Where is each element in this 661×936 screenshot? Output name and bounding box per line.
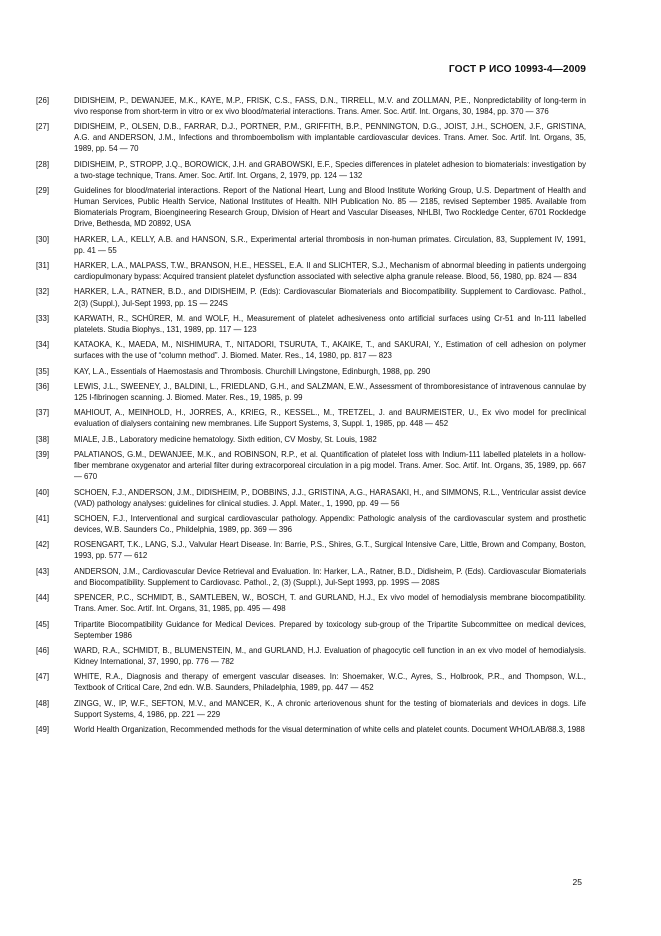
entry-number: [29] (36, 186, 50, 196)
entry-number: [30] (36, 234, 50, 244)
bibliography-entry (36, 95, 586, 117)
entry-text: PALATIANOS, G.M., DEWANJEE, M.K., and ROBINSON, R.P., et al. Quantification of platelet loss with Indium-111 labelled platelets in a hollow-fiber membrane oxygenator and arterial filter during extracorporeal circulation in a pig model. Trans. Amer. Soc. Artif. Int. Organs, 35, 1989, pp. 667 — 670 (74, 450, 586, 482)
entry-number: [38] (36, 434, 50, 444)
entry-text: World Health Organization, Recommended methods for the visual determination of white cells and platelet counts. Document WHO/LAB/88.3, 1988 (74, 725, 585, 735)
entry-number: [44] (36, 593, 50, 603)
bibliography-entry (36, 487, 586, 509)
entry-text: Tripartite Biocompatibility Guidance for Medical Devices. Prepared by toxicology sub-group of the Tripartite Subcommittee on medical devices, September 1986 (74, 619, 586, 640)
bibliography-entry (36, 381, 586, 403)
bibliography-entry (36, 121, 586, 154)
entry-text: KARWATH, R., SCHÜRER, M. and WOLF, H., Measurement of platelet adhesiveness onto artificial surfaces using Cr-51 and In-111 labelled platelets. Studia Biophys., 131, 1989, pp. 117 — 123 (74, 313, 586, 334)
entry-number: [37] (36, 408, 50, 418)
bibliography-entry (36, 159, 586, 181)
bibliography-entry (36, 313, 586, 335)
entry-number: [32] (36, 287, 50, 297)
bibliography-entry (36, 566, 586, 588)
entry-number: [36] (36, 382, 50, 391)
bibliography-entry (36, 513, 586, 535)
entry-number: [41] (36, 513, 50, 523)
bibliography-entry (36, 407, 586, 429)
entry-text: KAY, L.A., Essentials of Haemostasis and Thrombosis. Churchill Livingstone, Edinburgh, 1988, pp. 290 (74, 366, 431, 376)
bibliography-entry (36, 234, 586, 256)
entry-number: [42] (36, 540, 50, 550)
entry-number: [31] (36, 261, 50, 271)
bibliography-entry (36, 539, 586, 561)
entry-number: [33] (36, 313, 50, 323)
document-header: ГОСТ Р ИСО 10993-4—2009 (448, 64, 586, 75)
entry-text: DIDISHEIM, P., DEWANJEE, M.K., KAYE, M.P., FRISK, C.S., FASS, D.N., TIRRELL, M.V. and ZOLLMAN, P.E., Nonpredictability of long-term in vivo response from short-term in vitro or ex vivo blood/material interactions. Trans. Amer. Soc. Artif. Int. Organs, 30, 1984, pp. 370 — 376 (74, 96, 586, 117)
entry-text: Guidelines for blood/material interactions. Report of the National Heart, Lung and Blood Institute Working Group, U.S. Department of Health and Human Services, Public Health Service, National Institutes of Health. NIH Publication No. 85 — 2185, revised September 1985. Available from Biomaterials Program, Bioengineering Research Group, Division of Heart and Vascular Diseases, NHLBI, Two Rockledge Center, 6701 Rockledge Drive, Bethesda, MD 20892, USA (74, 186, 586, 229)
entry-text: SPENCER, P.C., SCHMIDT, B., SAMTLEBEN, W., BOSCH, T. and GURLAND, H.J., Ex vivo model of hemodialysis membrane biocompatibility. Trans. Amer. Soc. Artif. Int. Organs, 31, 1985, pp. 495 — 498 (74, 593, 586, 614)
entry-text: MAHIOUT, A., MEINHOLD, H., JORRES, A., KRIEG, R., KESSEL., M., TRETZEL, J. and BAURMEISTER, U., Ex vivo model for preclinical evaluation of dialysers containing new membranes. Life Support Systems, 3, Suppl. 1, 1985, pp. 448 — 452 (74, 408, 586, 429)
entry-text: WHITE, R.A., Diagnosis and therapy of emergent vascular diseases. In: Shoemaker, W.C., Ayres, S., Holbrook, P.R., and Thompson, W.L., Textbook of Critical Care, 2nd edn. W.B. Saunders, Philadelphia, 1989, pp. 447 — 452 (74, 672, 586, 693)
entry-text: MIALE, J.B., Laboratory medicine hematology. Sixth edition, CV Mosby, St. Louis, 1982 (74, 434, 377, 444)
entry-number: [35] (36, 366, 50, 376)
bibliography-entry (36, 698, 586, 720)
bibliography-entry (36, 339, 586, 361)
entry-number: [47] (36, 672, 50, 682)
entry-number: [27] (36, 122, 50, 132)
entry-number: [26] (36, 96, 50, 105)
bibliography-entry (36, 724, 586, 735)
entry-text: HARKER, L.A., RATNER, B.D., and DIDISHEIM, P. (Eds): Cardiovascular Biomaterials and Biocompatibility. Supplement to Cardiovasc. Pathol., 2(3) (Suppl.), Jul-Sept 1993, pp. 1S — 224S (74, 287, 586, 308)
entry-text: SCHOEN, F.J., ANDERSON, J.M., DIDISHEIM, P., DOBBINS, J.J., GRISTINA, A.G., HARASAKI, H., and SIMMONS, R.L., Ventricular assist device (VAD) pathology analyses: guidelines for clinical studies. J. Appl. Mater., 1, 1990, pp. 49 — 56 (74, 487, 586, 508)
entry-text: DIDISHEIM, P., OLSEN, D.B., FARRAR, D.J., PORTNER, P.M., GRIFFITH, B.P., PENNINGTON, D.G., JOIST, J.H., SCHOEN, J.F., GRISTINA, A.G. and ANDERSON, J.M., Infections and thromboembolism with implantable cardiovascular devices. Trans. Amer. Soc. Artif. Int. Organs, 35, 1989, pp. 54 — 70 (74, 122, 586, 154)
entry-text: ANDERSON, J.M., Cardiovascular Device Retrieval and Evaluation. In: Harker, L.A., Ratner, B.D., Didisheim, P. (Eds). Cardiovascular Biomaterials and Biocompatibility. Supplement to Cardiovasc. Pathol., 2, (3) (Suppl.), Jul-Sept 1993, pp. 199S — 208S (74, 566, 586, 587)
entry-number: [49] (36, 725, 50, 735)
bibliography-entry (36, 619, 586, 641)
page-number: 25 (572, 877, 582, 887)
entry-number: [28] (36, 159, 50, 169)
entry-number: [43] (36, 566, 50, 576)
bibliography-entry (36, 449, 586, 482)
bibliography-entry (36, 645, 586, 667)
entry-text: HARKER, L.A., KELLY, A.B. and HANSON, S.R., Experimental arterial thrombosis in non-human primates. Circulation, 83, Supplement IV, 1991, pp. 41 — 55 (74, 234, 586, 255)
entry-text: HARKER, L.A., MALPASS, T.W., BRANSON, H.E., HESSEL, E.A. II and SLICHTER, S.J., Mechanism of abnormal bleeding in patients undergoing cardiopulmonary bypass: Acquired transient platelet dysfunction associated with selective alpha granule release. Blood, 56, 1980, pp. 824 — 834 (74, 261, 586, 282)
bibliography-entry (36, 671, 586, 693)
bibliography-entry (36, 260, 586, 282)
bibliography-entry (36, 286, 586, 308)
entry-text: ROSENGART, T.K., LANG, S.J., Valvular Heart Disease. In: Barrie, P.S., Shires, G.T., Surgical Intensive Care, Little, Brown and Company, Boston, 1993, pp. 577 — 612 (74, 540, 586, 561)
entry-number: [39] (36, 450, 50, 460)
bibliography-entry (36, 592, 586, 614)
entry-text: ZINGG, W., IP, W.F., SEFTON, M.V., and MANCER, K., A chronic arteriovenous shunt for the testing of biomaterials and devices in dogs. Life Support Systems, 4, 1986, pp. 221 — 229 (74, 698, 586, 719)
entry-text: LEWIS, J.L., SWEENEY, J., BALDINI, L., FRIEDLAND, G.H., and SALZMAN, E.W., Assessment of thromboresistance of intravenous cannulae by 125 I-fibrinogen scanning. J. Biomed. Mater. Res., 19, 1985, p. 99 (74, 382, 586, 403)
bibliography-list (36, 95, 586, 739)
entry-number: [46] (36, 645, 50, 655)
entry-number: [45] (36, 619, 50, 629)
entry-text: WARD, R.A., SCHMIDT, B., BLUMENSTEIN, M., and GURLAND, H.J. Evaluation of phagocytic cell function in an ex vivo model of hemodialysis. Kidney International, 37, 1990, pp. 776 — 782 (74, 645, 586, 666)
entry-number: [34] (36, 340, 50, 350)
entry-text: SCHOEN, F.J., Interventional and surgical cardiovascular pathology. Appendix: Pathologic analysis of the cardiovascular system and prosthetic devices, W.B. Saunders Co., Phildelphia, 1989, pp. 369 — 396 (74, 513, 586, 534)
bibliography-entry (36, 434, 586, 445)
entry-text: KATAOKA, K., MAEDA, M., NISHIMURA, T., NITADORI, TSURUTA, T., AKAIKE, T., and SAKURAI, Y., Estimation of cell adhesion on polymer surfaces with the use of “column method”. J. Biomed. Mater. Res., 14, 1980, pp. 817 — 823 (74, 340, 586, 361)
entry-text: DIDISHEIM, P., STROPP, J.Q., BOROWICK, J.H. and GRABOWSKI, E.F., Species differences in platelet adhesion to biomaterials: investigation by a two-stage technique, Trans. Amer. Soc. Artif. Int. Organs, 2, 1979, pp. 124 — 132 (74, 159, 586, 180)
bibliography-entry (36, 366, 586, 377)
bibliography-entry (36, 185, 586, 229)
entry-number: [40] (36, 487, 50, 497)
entry-number: [48] (36, 698, 50, 708)
